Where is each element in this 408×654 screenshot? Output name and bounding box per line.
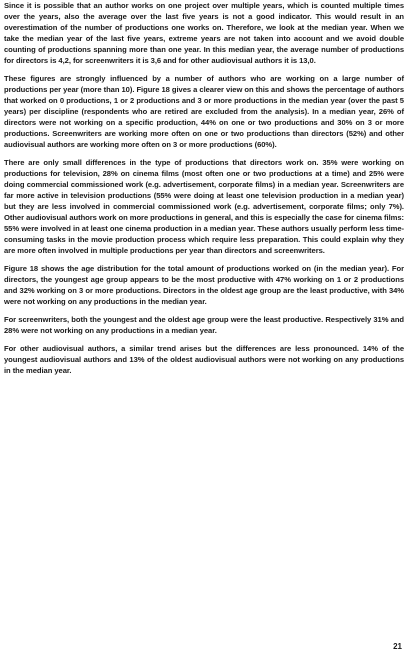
page-number: 21: [393, 642, 402, 651]
paragraph-median-year: Since it is possible that an author works on one project over multiple years, which is counted multiple times over the years, also the average over the last five years is not a good indicator. This would result in an overestimation of the number of productions one works on. Therefore, we look at the median year. When we take the median year of the last five years, extreme years are not taken into account and we avoid double counting of productions spanning more than one year. In this median year, the average number of productions for directors is 4,2, for screenwriters it is 3,6 and for other audiovisual authors it is 13,0.: [4, 1, 404, 65]
paragraph-age-distribution: Figure 18 shows the age distribution for the total amount of productions worked on (in the median year). For directors, the youngest age group appears to be the most productive with 47% working on 1 or 2 productions and 32% working on 3 or more productions. Directors in the oldest age group are the least productive, with 34% were not working on any productions in the median year.: [4, 264, 404, 306]
paragraph-other-authors: For other audiovisual authors, a similar trend arises but the differences are less pronounced. 14% of the youngest audiovisual authors and 13% of the oldest audiovisual authors were not working on any productions in the median year.: [4, 344, 404, 375]
paragraph-screenwriters: For screenwriters, both the youngest and the oldest age group were the least productive. Respectively 31% and 28% were not working on any productions in a median year.: [4, 315, 404, 335]
paragraph-production-types: There are only small differences in the type of productions that directors work on. 35% were working on productions for television, 28% on cinema films (most often one or two productions at a time) and 25% were doing commercial commissioned work (e.g. advertisement, corporate films) in a median year. Screenwriters are far more active in television productions (55% were doing at least one television production in a median year) but they are less involved in commercial commissioned work (e.g. advertisement, corporate films; only 7%). Other audiovisual authors work on more productions in general, and this is especially the case for cinema films: 55% were involved in at least one cinema production in a median year. These authors usually perform less time-consuming tasks in the movie production process which require less preparation. This could explain why they are more often involved in multiple productions per year than directors and screenwriters.: [4, 158, 404, 255]
paragraph-figure-18-overview: These figures are strongly influenced by a number of authors who are working on a large number of productions per year (more than 10). Figure 18 gives a clearer view on this and shows the percentage of authors that worked on 0 productions, 1 or 2 productions and 3 or more productions in the median year (over the past 5 years) per discipline (respondents who are retired are excluded from the analysis). In a median year, 26% of directors were not working on a specific production, 44% on one or two productions and 30% on 3 or more productions. Screenwriters are working more often on one or two productions than directors (52%) and other audiovisual authors are working more often on 3 or more productions (60%).: [4, 74, 404, 149]
